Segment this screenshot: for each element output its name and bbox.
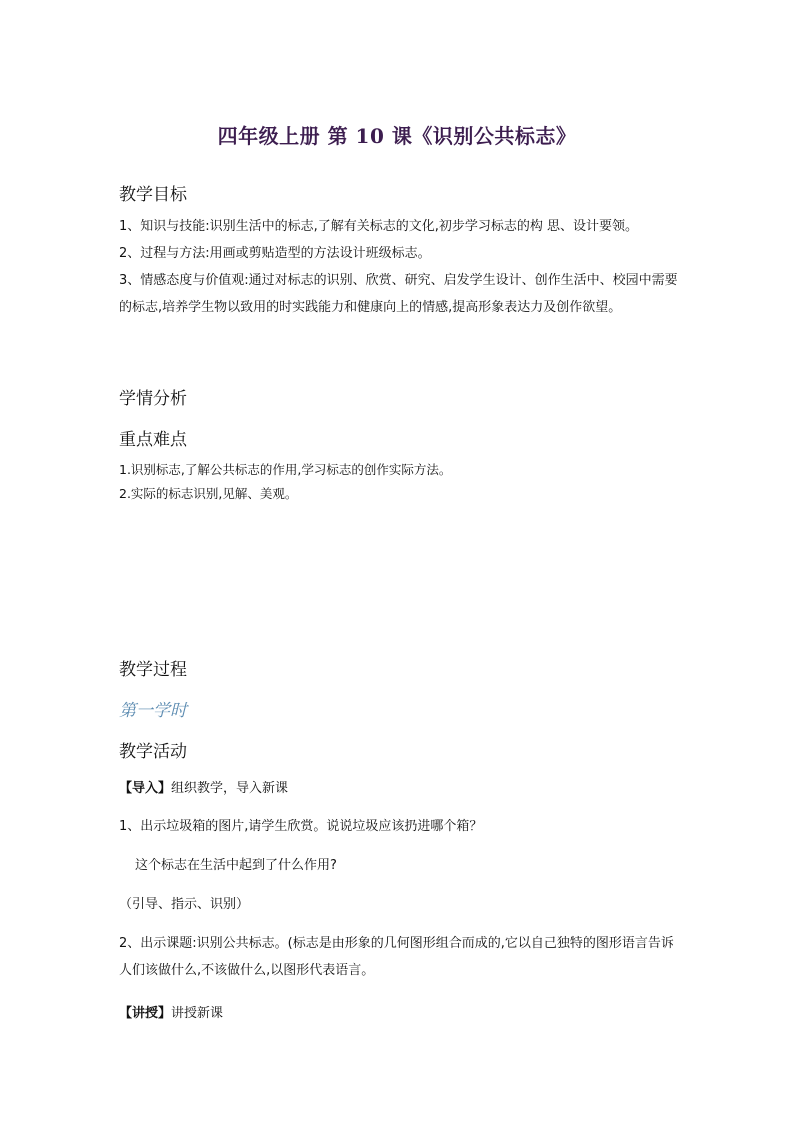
activity-heading: 教学活动: [119, 742, 187, 762]
key-point-1: 1.识别标志,了解公共标志的作用,学习标志的创作实际方法。: [119, 462, 452, 477]
teach-text: 讲授新课: [171, 1006, 224, 1021]
intro-line: [119, 775, 679, 802]
lesson-label: 第一学时: [119, 701, 187, 721]
teach-tag: 【讲授】: [119, 1006, 172, 1021]
process-heading: 教学过程: [119, 660, 187, 680]
goals-heading: 教学目标: [119, 185, 187, 205]
teach-line: [119, 1000, 679, 1027]
key-heading: 重点难点: [119, 430, 187, 450]
key-point-2: 2.实际的标志识别,见解、美观。: [119, 486, 298, 501]
step-1: 1、出示垃圾箱的图片,请学生欣赏。说说垃圾应该扔进哪个箱？: [119, 819, 483, 834]
goal-item-2: 2、过程与方法:用画或剪贴造型的方法设计班级标志。: [119, 246, 431, 261]
intro-tag: 【导入】: [119, 781, 172, 796]
step-1-note: （引导、指示、识别）: [119, 897, 250, 912]
step-2: 2、出示课题:识别公共标志。(标志是由形象的几何图形组合而成的,它以自己独特的图形语言告诉人们该做什么,不该做什么,以图形代表语言。: [119, 936, 674, 978]
intro-text: 组织教学，导入新课: [171, 781, 289, 796]
goal-item-3: 3、情感态度与价值观:通过对标志的识别、欣赏、研究、启发学生设计、创作生活中、校园中需要的标志,培养学生物以致用的时实践能力和健康向上的情感,提高形象表达力及创作欲望。: [119, 273, 678, 315]
page-title: 四年级上册 第 10 课《识别公共标志》: [217, 124, 577, 148]
step-1-question: 这个标志在生活中起到了什么作用?: [135, 858, 337, 873]
analysis-heading: 学情分析: [119, 389, 187, 409]
goal-item-1: 1、知识与技能:识别生活中的标志,了解有关标志的文化,初步学习标志的构 思、设计要领。: [119, 219, 639, 234]
